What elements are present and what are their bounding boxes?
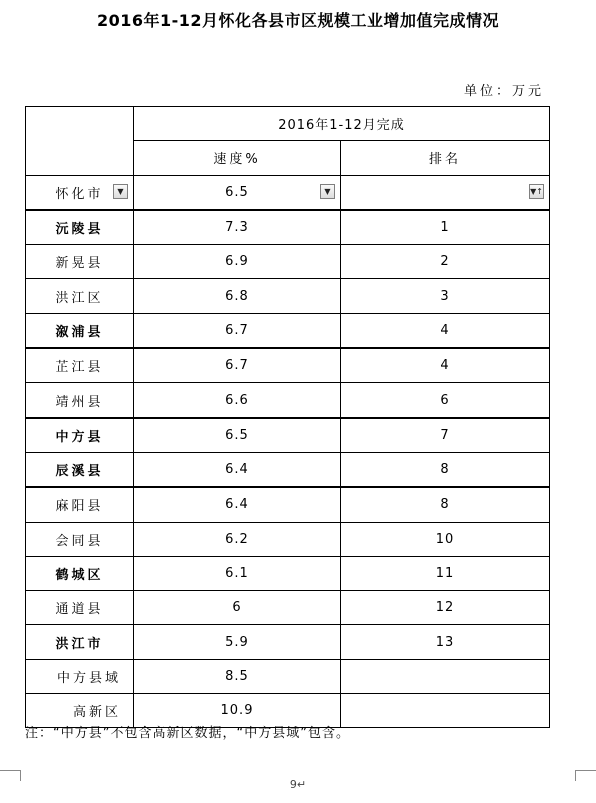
speed-value: 6.1 bbox=[134, 556, 341, 590]
rank-value: 4 bbox=[341, 313, 550, 348]
filter-row bbox=[26, 175, 550, 210]
data-table bbox=[25, 106, 550, 728]
rank-value: 4 bbox=[341, 348, 550, 383]
speed-value: 6.8 bbox=[134, 279, 341, 313]
header-rank: 排名 bbox=[341, 141, 550, 175]
county-name: 洪江市 bbox=[26, 625, 134, 659]
filter-cell-speed[interactable] bbox=[134, 175, 341, 210]
speed-value: 10.9 bbox=[134, 694, 341, 728]
county-name: 新晃县 bbox=[26, 245, 134, 279]
page-number: 9↵ bbox=[289, 778, 307, 791]
table-row bbox=[26, 313, 550, 348]
rank-value: 1 bbox=[341, 210, 550, 245]
footnote: 注：“中方县”不包含高新区数据，“中方县域”包含。 bbox=[25, 726, 350, 741]
county-name: 麻阳县 bbox=[26, 487, 134, 522]
table-row bbox=[26, 418, 550, 453]
speed-value: 6.4 bbox=[134, 487, 341, 522]
filter-speed-value: 6.5 bbox=[225, 184, 249, 200]
table-row bbox=[26, 487, 550, 522]
speed-value: 6.7 bbox=[134, 313, 341, 348]
county-name: 溆浦县 bbox=[26, 313, 134, 348]
speed-value: 6.6 bbox=[134, 383, 341, 418]
filter-dropdown-icon[interactable]: ▼ bbox=[113, 184, 128, 199]
rank-value: 11 bbox=[341, 556, 550, 590]
filter-name-label: 怀化市 bbox=[55, 186, 104, 202]
table-row bbox=[26, 348, 550, 383]
table-row bbox=[26, 659, 550, 693]
rank-value: 8 bbox=[341, 487, 550, 522]
page-title: 2016年1-12月怀化各县市区规模工业增加值完成情况 bbox=[96, 11, 500, 30]
speed-value: 6.5 bbox=[134, 418, 341, 453]
header-row-period bbox=[26, 107, 550, 141]
rank-value: 7 bbox=[341, 418, 550, 453]
unit-label: 单位：万元 bbox=[463, 84, 544, 99]
speed-value: 8.5 bbox=[134, 659, 341, 693]
rank-value bbox=[341, 694, 550, 728]
table-row bbox=[26, 556, 550, 590]
header-period: 2016年1-12月完成 bbox=[134, 107, 550, 141]
speed-value: 5.9 bbox=[134, 625, 341, 659]
speed-value: 6 bbox=[134, 591, 341, 625]
filter-dropdown-icon[interactable]: ▼ bbox=[320, 184, 335, 199]
county-name: 辰溪县 bbox=[26, 452, 134, 487]
sort-ascending-icon[interactable]: ▼↑ bbox=[529, 184, 544, 199]
rank-value: 3 bbox=[341, 279, 550, 313]
county-name: 靖州县 bbox=[26, 383, 134, 418]
county-name: 洪江区 bbox=[26, 279, 134, 313]
speed-value: 6.2 bbox=[134, 522, 341, 556]
speed-value: 6.7 bbox=[134, 348, 341, 383]
county-name: 会同县 bbox=[26, 522, 134, 556]
table-row bbox=[26, 591, 550, 625]
table-row bbox=[26, 279, 550, 313]
table-row bbox=[26, 210, 550, 245]
speed-value: 6.4 bbox=[134, 452, 341, 487]
rank-value: 13 bbox=[341, 625, 550, 659]
table-row bbox=[26, 625, 550, 659]
header-speed: 速度% bbox=[134, 141, 341, 175]
speed-value: 6.9 bbox=[134, 245, 341, 279]
rank-value: 6 bbox=[341, 383, 550, 418]
rank-value: 8 bbox=[341, 452, 550, 487]
table-row bbox=[26, 245, 550, 279]
filter-cell-rank[interactable] bbox=[341, 175, 550, 210]
filter-cell-name[interactable] bbox=[26, 175, 134, 210]
county-name: 鹤城区 bbox=[26, 556, 134, 590]
rank-value: 10 bbox=[341, 522, 550, 556]
county-name: 通道县 bbox=[26, 591, 134, 625]
county-name: 芷江县 bbox=[26, 348, 134, 383]
rank-value bbox=[341, 659, 550, 693]
rank-value: 2 bbox=[341, 245, 550, 279]
table-row bbox=[26, 522, 550, 556]
county-name: 中方县域 bbox=[26, 659, 134, 693]
table-row bbox=[26, 452, 550, 487]
rank-value: 12 bbox=[341, 591, 550, 625]
speed-value: 7.3 bbox=[134, 210, 341, 245]
county-name: 高新区 bbox=[26, 694, 134, 728]
table-row bbox=[26, 383, 550, 418]
header-corner-cell bbox=[26, 107, 134, 176]
county-name: 沅陵县 bbox=[26, 210, 134, 245]
county-name: 中方县 bbox=[26, 418, 134, 453]
